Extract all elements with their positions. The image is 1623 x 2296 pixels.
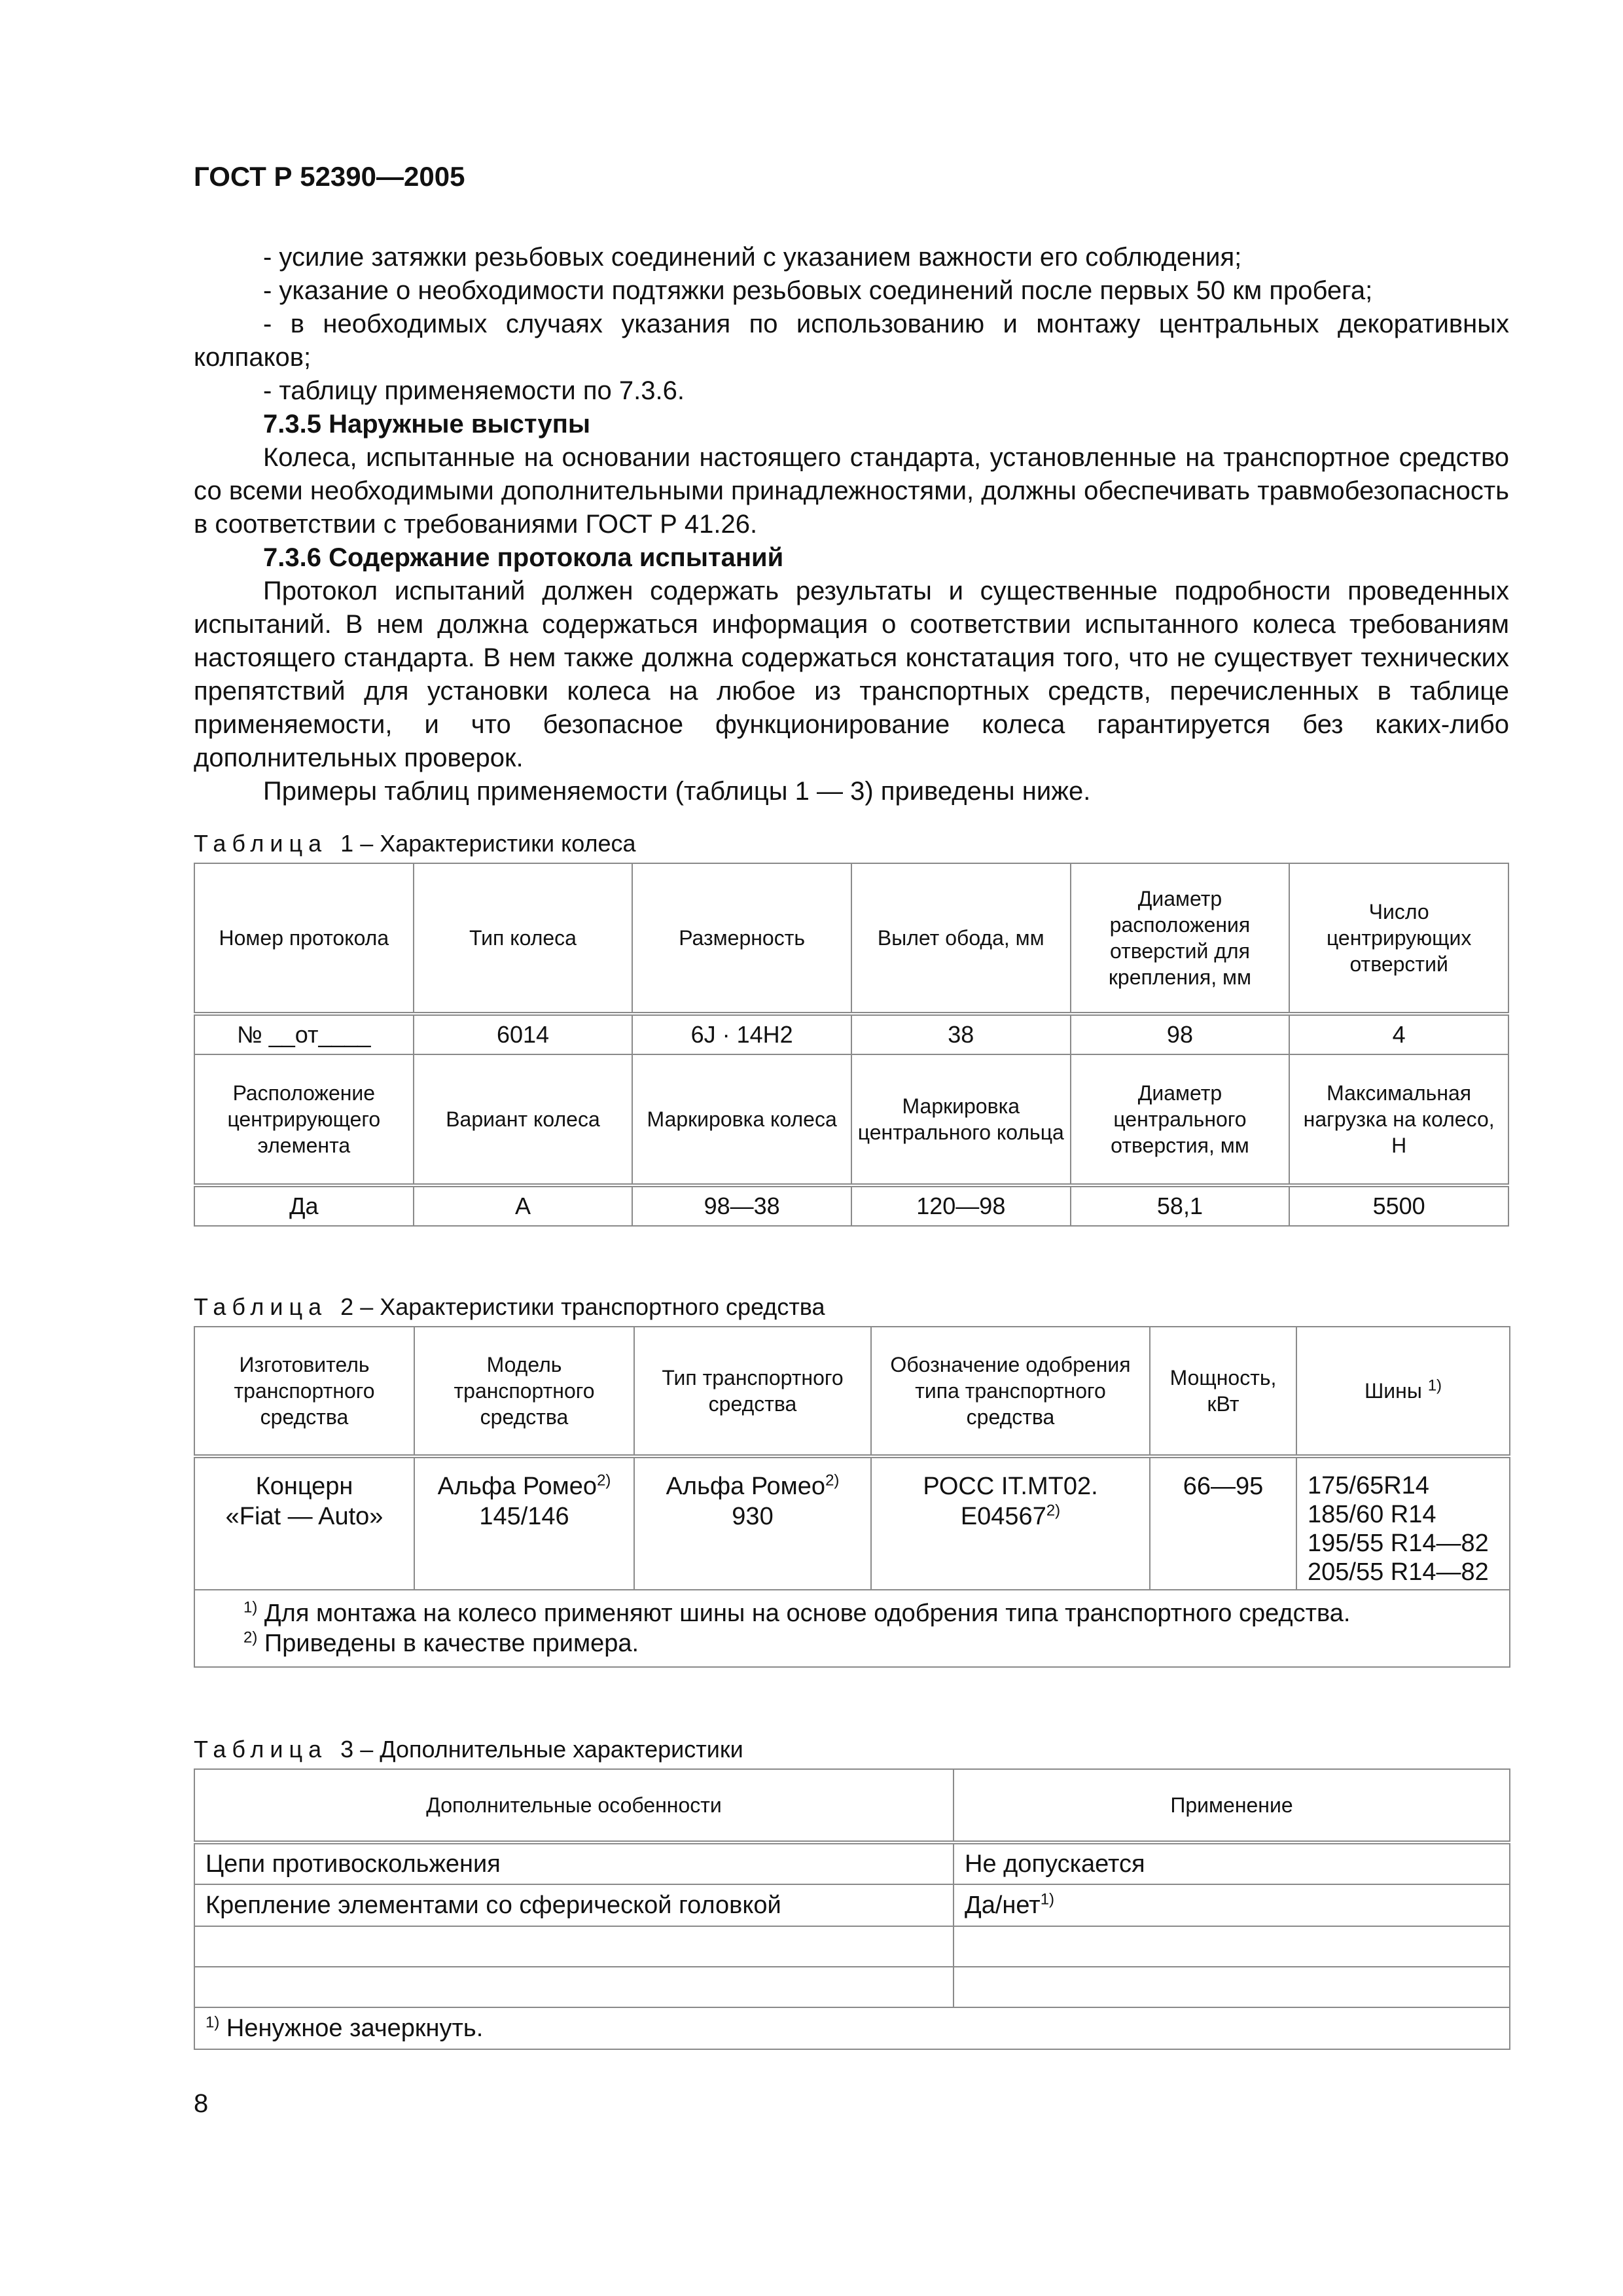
footnote (243, 1598, 1504, 1628)
table3-cell: Цепи противоскольжения (194, 1842, 954, 1884)
table1-cell: 98—38 (632, 1185, 851, 1226)
table1-header-row (194, 863, 1508, 1014)
table1-cell: 4 (1289, 1014, 1508, 1054)
table3-empty-cell (194, 1967, 954, 2007)
approval-line: РОСС IT.МТ02. (923, 1473, 1098, 1500)
power-cell: 66—95 (1150, 1456, 1296, 1590)
approval-cell (871, 1456, 1150, 1590)
document-body (194, 241, 1509, 808)
table-row (194, 1884, 1510, 1926)
table1-header-cell: Тип колеса (414, 863, 633, 1014)
approval-line (877, 1501, 1144, 1532)
list-item: - таблицу применяемости по 7.3.6. (263, 376, 685, 405)
model-line (420, 1471, 628, 1501)
document-header: ГОСТ Р 52390—2005 (194, 161, 465, 192)
table1-cell: 38 (851, 1014, 1071, 1054)
table1-cell: Да (194, 1185, 414, 1226)
table1-cell: 58,1 (1071, 1185, 1290, 1226)
approval-sup: 2) (1046, 1501, 1061, 1520)
table1-header-cell: Маркировка центрального кольца (851, 1054, 1071, 1185)
table-row (194, 1014, 1508, 1054)
table-row (194, 1926, 1510, 1967)
table3-cell: Не допускается (954, 1842, 1510, 1884)
tyres-header-label: Шины (1364, 1379, 1422, 1403)
table1-caption (194, 830, 636, 857)
table1-header-cell: Вариант колеса (414, 1054, 633, 1185)
table3-footnote-row (194, 2007, 1510, 2049)
section-heading-735: 7.3.5 Наружные выступы (263, 410, 591, 439)
table1-cell: 6014 (414, 1014, 633, 1054)
manufacturer-line: Концерн (255, 1473, 353, 1500)
table1-cell: № __от____ (194, 1014, 414, 1054)
table2-label: Таблица (194, 1293, 328, 1320)
table3-empty-cell (954, 1926, 1510, 1967)
tyre-size: 185/60 R14 (1308, 1501, 1436, 1528)
type-line: 930 (732, 1503, 774, 1530)
footnote-text: Для монтажа на колесо применяют шины на основе одобрения типа транспортного средства. (264, 1600, 1351, 1627)
table2-header-cell: Обозначение одобрения типа транспортного средства (871, 1327, 1150, 1456)
manufacturer-line: «Fiat — Auto» (225, 1503, 383, 1530)
table3-header-row (194, 1769, 1510, 1842)
table1-cell: 98 (1071, 1014, 1290, 1054)
table1-header-cell: Вылет обода, мм (851, 863, 1071, 1014)
table2-footnote-row (194, 1590, 1510, 1667)
table3-footnote (194, 2007, 1510, 2049)
table3-cell-text: Да/нет (965, 1892, 1041, 1919)
manufacturer-cell (194, 1456, 414, 1590)
tyres-header-sup: 1) (1427, 1376, 1442, 1395)
table1-title: 1 – Характеристики колеса (340, 830, 636, 857)
list-item: - указание о необходимости подтяжки резьбовых соединений после первых 50 км пробега; (263, 276, 1373, 305)
table1-header-cell: Диаметр расположения отверстий для крепления, мм (1071, 863, 1290, 1014)
table-row (194, 1842, 1510, 1884)
table3-sup: 1) (1040, 1890, 1055, 1909)
footnote-mark: 1) (243, 1598, 258, 1617)
table1-header-cell: Номер протокола (194, 863, 414, 1014)
table2-header-cell: Мощность, кВт (1150, 1327, 1296, 1456)
table2-caption (194, 1293, 825, 1321)
approval-code: E04567 (960, 1503, 1046, 1530)
table2-header-cell: Модель транспортного средства (414, 1327, 634, 1456)
footnote-mark: 2) (243, 1628, 258, 1647)
model-sup: 2) (597, 1471, 611, 1490)
footnote-text: Приведены в качестве примера. (264, 1630, 639, 1657)
table-row (194, 1456, 1510, 1590)
table1-cell: 6J · 14H2 (632, 1014, 851, 1054)
list-item: - в необходимых случаях указания по использованию и монтажу центральных декоративных колпаков; (194, 310, 1509, 372)
model-cell (414, 1456, 634, 1590)
table1 (194, 863, 1509, 1227)
table1-cell: А (414, 1185, 633, 1226)
model-name: Альфа Ромео (437, 1473, 597, 1500)
table3-label: Таблица (194, 1736, 328, 1763)
table1-header-cell: Максимальная нагрузка на колесо, Н (1289, 1054, 1508, 1185)
type-line (640, 1471, 865, 1501)
table3-header-cell: Применение (954, 1769, 1510, 1842)
table3-header-cell: Дополнительные особенности (194, 1769, 954, 1842)
table2-header-cell: Тип транспортного средства (634, 1327, 871, 1456)
table1-header-cell: Расположение центрирующего элемента (194, 1054, 414, 1185)
model-line: 145/146 (479, 1503, 569, 1530)
table2-header-row (194, 1327, 1510, 1456)
table1-header-cell: Маркировка колеса (632, 1054, 851, 1185)
table3-cell (954, 1884, 1510, 1926)
table-row (194, 1185, 1508, 1226)
table3-empty-cell (954, 1967, 1510, 2007)
section-text-736: Протокол испытаний должен содержать результаты и существенные подробности проведенных испытаний. В нем должна содержаться информация о соответствии испытанного колеса требованиям настоящего стандарта. В нем также должна содержаться констатация того, что не существует технических препятствий для установки колеса на любое из транспортных средств, перечисленных в таблице применяемости, и что безопасное функционирование колеса гарантируется без каких-либо дополнительных проверок. (194, 577, 1509, 772)
table1-cell: 5500 (1289, 1185, 1508, 1226)
table2-footnotes (194, 1590, 1510, 1667)
type-sup: 2) (825, 1471, 840, 1490)
table1-cell: 120—98 (851, 1185, 1071, 1226)
table1-header-row-2 (194, 1054, 1508, 1185)
table1-header-cell: Диаметр центрального отверстия, мм (1071, 1054, 1290, 1185)
footnote-text: Ненужное зачеркнуть. (226, 2015, 484, 2042)
examples-paragraph: Примеры таблиц применяемости (таблицы 1 — 3) приведены ниже. (263, 777, 1091, 806)
table1-label: Таблица (194, 830, 328, 857)
table3-empty-cell (194, 1926, 954, 1967)
footnote (243, 1628, 1504, 1659)
type-cell (634, 1456, 871, 1590)
table3-title: 3 – Дополнительные характеристики (340, 1736, 743, 1763)
table-row (194, 1967, 1510, 2007)
footnote-mark: 1) (205, 2013, 220, 2032)
tyres-cell (1296, 1456, 1510, 1590)
list-item: - усилие затяжки резьбовых соединений с указанием важности его соблюдения; (263, 243, 1242, 272)
section-text-735: Колеса, испытанные на основании настоящего стандарта, установленные на транспортное средство со всеми необходимыми дополнительными принадлежностями, должны обеспечивать травмобезопасность в соответствии с требованиями ГОСТ Р 41.26. (194, 443, 1509, 539)
table3-caption (194, 1736, 743, 1763)
table3-cell: Крепление элементами со сферической головкой (194, 1884, 954, 1926)
type-name: Альфа Ромео (666, 1473, 826, 1500)
table2-header-cell: Изготовитель транспортного средства (194, 1327, 414, 1456)
tyre-size: 195/55 R14—82 (1308, 1530, 1489, 1557)
table2-title: 2 – Характеристики транспортного средства (340, 1293, 825, 1320)
page-number: 8 (194, 2089, 209, 2118)
table3 (194, 1768, 1510, 2050)
table2-header-cell (1296, 1327, 1510, 1456)
tyre-size: 175/65R14 (1308, 1472, 1429, 1499)
tyre-size: 205/55 R14—82 (1308, 1558, 1489, 1586)
section-heading-736: 7.3.6 Содержание протокола испытаний (263, 543, 784, 572)
table1-header-cell: Размерность (632, 863, 851, 1014)
table2 (194, 1326, 1510, 1668)
table1-header-cell: Число центрирующих отверстий (1289, 863, 1508, 1014)
